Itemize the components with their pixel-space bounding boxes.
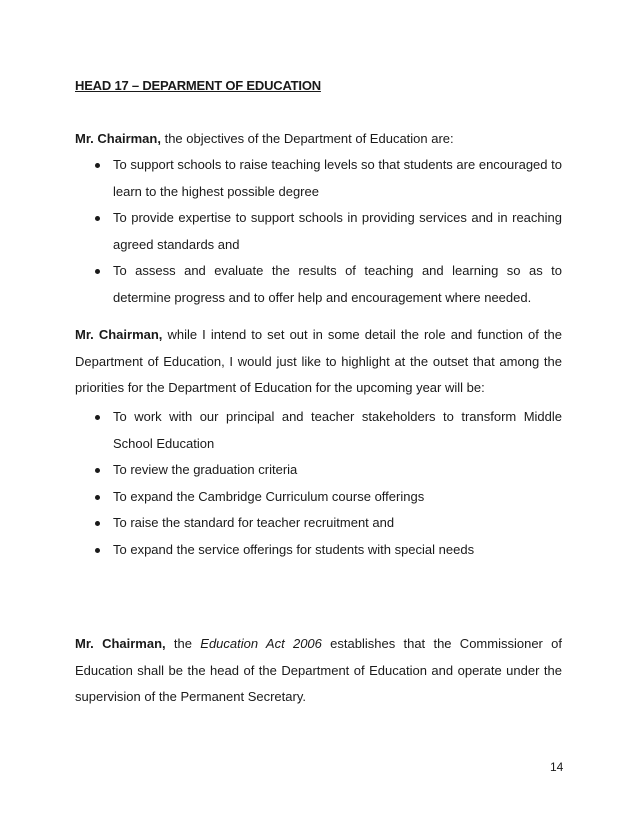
- paragraph-text: the: [165, 636, 201, 651]
- act-title: Education Act 2006: [200, 636, 322, 651]
- paragraph-priorities-intro: [75, 322, 562, 402]
- bullet-icon: [95, 269, 100, 274]
- list-item-text: To assess and evaluate the results of teaching and learning so as to determine progress and to offer help and encouragement where needed.: [113, 263, 562, 305]
- speaker-lead: Mr. Chairman,: [75, 327, 163, 342]
- list-item: [95, 484, 562, 511]
- bullet-icon: [95, 163, 100, 168]
- list-item: [95, 537, 562, 564]
- list-item: [95, 404, 562, 457]
- speaker-lead: Mr. Chairman,: [75, 131, 161, 146]
- page-number: 14: [550, 760, 564, 774]
- bullet-icon: [95, 216, 100, 221]
- bullet-icon: [95, 468, 100, 473]
- paragraph-education-act: [75, 631, 562, 711]
- list-item: [95, 152, 562, 205]
- list-item-text: To support schools to raise teaching levels so that students are encouraged to learn to the highest possible degree: [113, 157, 562, 199]
- bullet-icon: [95, 495, 100, 500]
- list-item-text: To raise the standard for teacher recruitment and: [113, 515, 395, 530]
- paragraph-text: establishes that the Commissioner of Education shall be the head of the Department of Education and operate under the supervision of the Permanent Secretary.: [75, 636, 563, 704]
- list-item: [95, 258, 562, 311]
- paragraph-text: the objectives of the Department of Education are:: [160, 131, 454, 146]
- list-item: [95, 205, 562, 258]
- bullet-icon: [95, 548, 100, 553]
- priorities-list: [95, 404, 562, 563]
- list-item-text: To review the graduation criteria: [113, 462, 298, 477]
- objectives-list: [95, 152, 562, 311]
- bullet-icon: [95, 521, 100, 526]
- list-item-text: To expand the service offerings for students with special needs: [113, 541, 475, 557]
- list-item: [95, 457, 562, 484]
- list-item-text: To provide expertise to support schools in providing services and in reaching agreed standards and: [113, 210, 562, 252]
- list-item-text: To expand the Cambridge Curriculum course offerings: [113, 488, 425, 504]
- speaker-lead: Mr. Chairman,: [75, 636, 166, 651]
- list-item: [95, 510, 562, 537]
- paragraph-objectives-intro: [75, 126, 562, 153]
- bullet-icon: [95, 415, 100, 420]
- paragraph-text: while I intend to set out in some detail the role and function of the Department of Education, I would just like to highlight at the outset that among the priorities for the Department of Education for the upcoming year will be:: [75, 327, 563, 395]
- list-item-text: To work with our principal and teacher stakeholders to transform Middle School Education: [113, 409, 562, 451]
- section-heading: HEAD 17 – DEPARMENT OF EDUCATION: [75, 78, 321, 93]
